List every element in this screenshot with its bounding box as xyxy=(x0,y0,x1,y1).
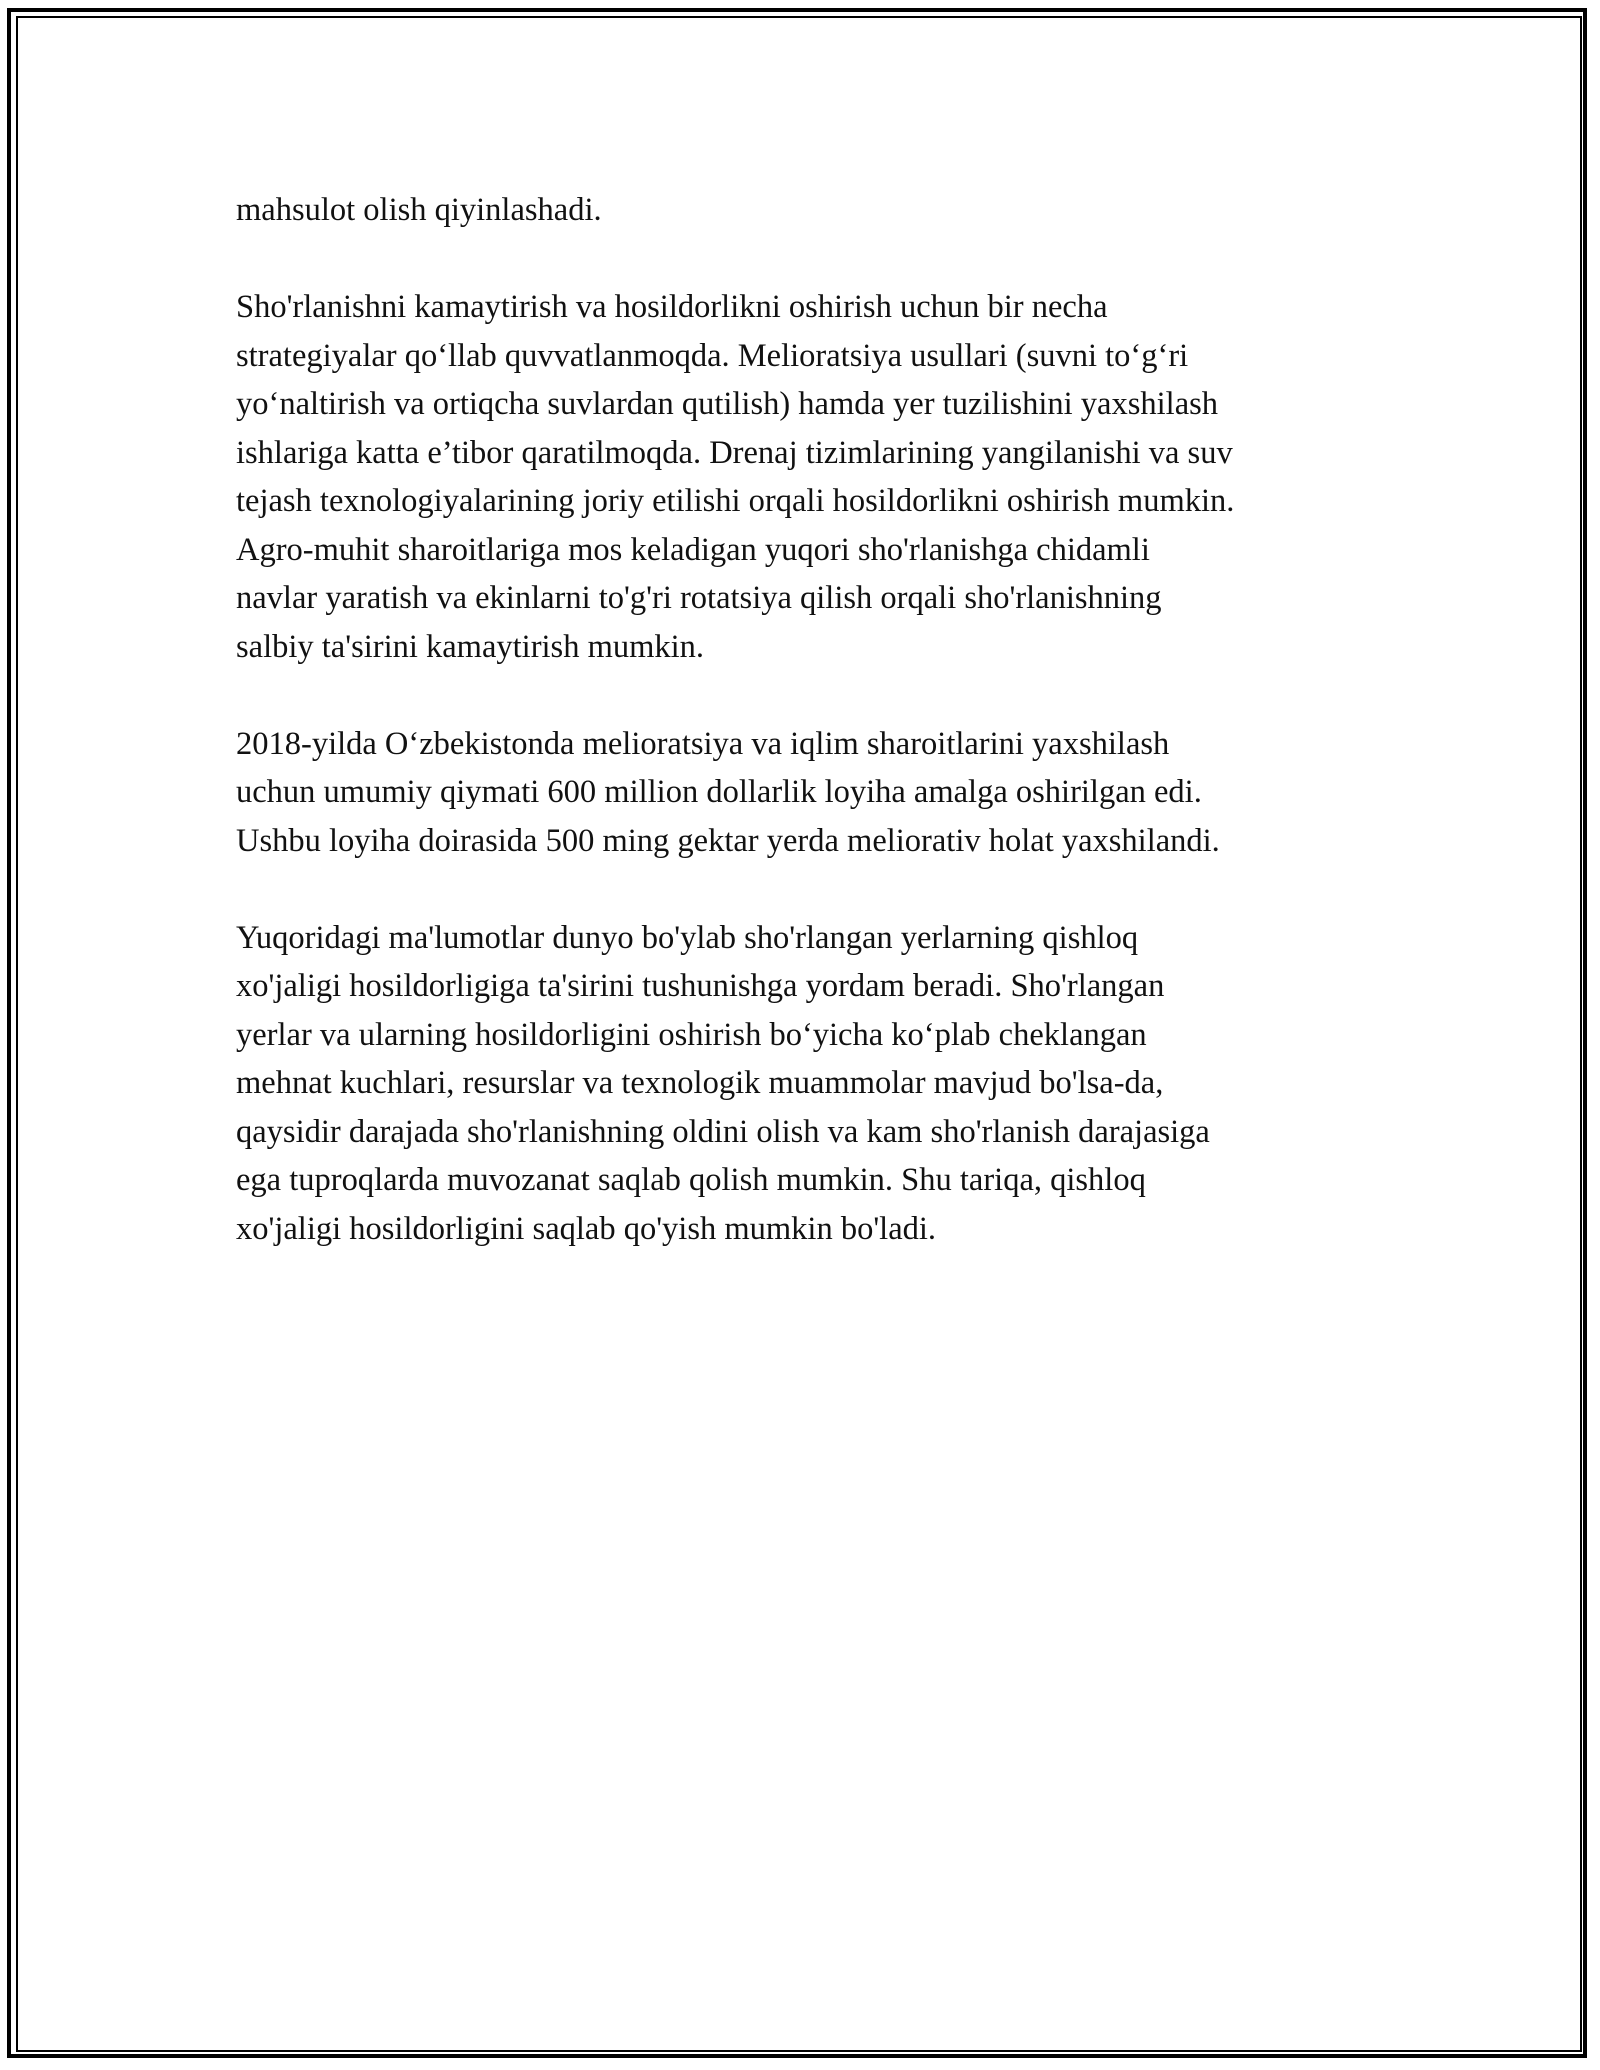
text-line: yerlar va ularning hosildorligini oshirish bo‘yicha ko‘plab cheklangan xyxy=(236,1016,1147,1053)
document-body xyxy=(236,186,1376,1253)
paragraph-conclusion xyxy=(236,914,1376,1254)
text-line: ishlariga katta e’tibor qaratilmoqda. Drenaj tizimlarining yangilanishi va suv xyxy=(236,434,1233,471)
text-line: mahsulot olish qiyinlashadi. xyxy=(236,192,602,228)
paragraph-project-2018 xyxy=(236,720,1376,866)
text-line: qaysidir darajada sho'rlanishning oldini olish va kam sho'rlanish darajasiga xyxy=(236,1113,1210,1150)
text-line: 2018-yilda O‘zbekistonda melioratsiya va iqlim sharoitlarini yaxshilash xyxy=(236,725,1170,762)
paragraph-strategies xyxy=(236,283,1376,671)
text-line: Yuqoridagi ma'lumotlar dunyo bo'ylab sho'rlangan yerlarning qishloq xyxy=(236,919,1139,956)
text-line: Ushbu loyiha doirasida 500 ming gektar yerda meliorativ holat yaxshilandi. xyxy=(236,822,1220,859)
text-line: Agro-muhit sharoitlariga mos keladigan yuqori sho'rlanishga chidamli xyxy=(236,531,1150,568)
text-line: salbiy ta'sirini kamaytirish mumkin. xyxy=(236,628,705,665)
text-line: strategiyalar qo‘llab quvvatlanmoqda. Melioratsiya usullari (suvni to‘g‘ri xyxy=(236,337,1189,374)
text-line: Sho'rlanishni kamaytirish va hosildorlikni oshirish uchun bir necha xyxy=(236,289,1108,325)
text-line: xo'jaligi hosildorligiga ta'sirini tushunishga yordam beradi. Sho'rlangan xyxy=(236,968,1165,1004)
text-line: xo'jaligi hosildorligini saqlab qo'yish mumkin bo'ladi. xyxy=(236,1210,937,1247)
text-line: uchun umumiy qiymati 600 million dollarlik loyiha amalga oshirilgan edi. xyxy=(236,774,1202,810)
text-line: tejash texnologiyalarining joriy etilishi orqali hosildorlikni oshirish mumkin. xyxy=(236,483,1235,519)
paragraph-intro-tail xyxy=(236,186,1376,235)
text-line: yo‘naltirish va ortiqcha suvlardan qutilish) hamda yer tuzilishini yaxshilash xyxy=(236,386,1219,422)
text-line: ega tuproqlarda muvozanat saqlab qolish mumkin. Shu tariqa, qishloq xyxy=(236,1162,1146,1198)
text-line: navlar yaratish va ekinlarni to'g'ri rotatsiya qilish orqali sho'rlanishning xyxy=(236,580,1162,616)
text-line: mehnat kuchlari, resurslar va texnologik muammolar mavjud bo'lsa-da, xyxy=(236,1065,1164,1101)
